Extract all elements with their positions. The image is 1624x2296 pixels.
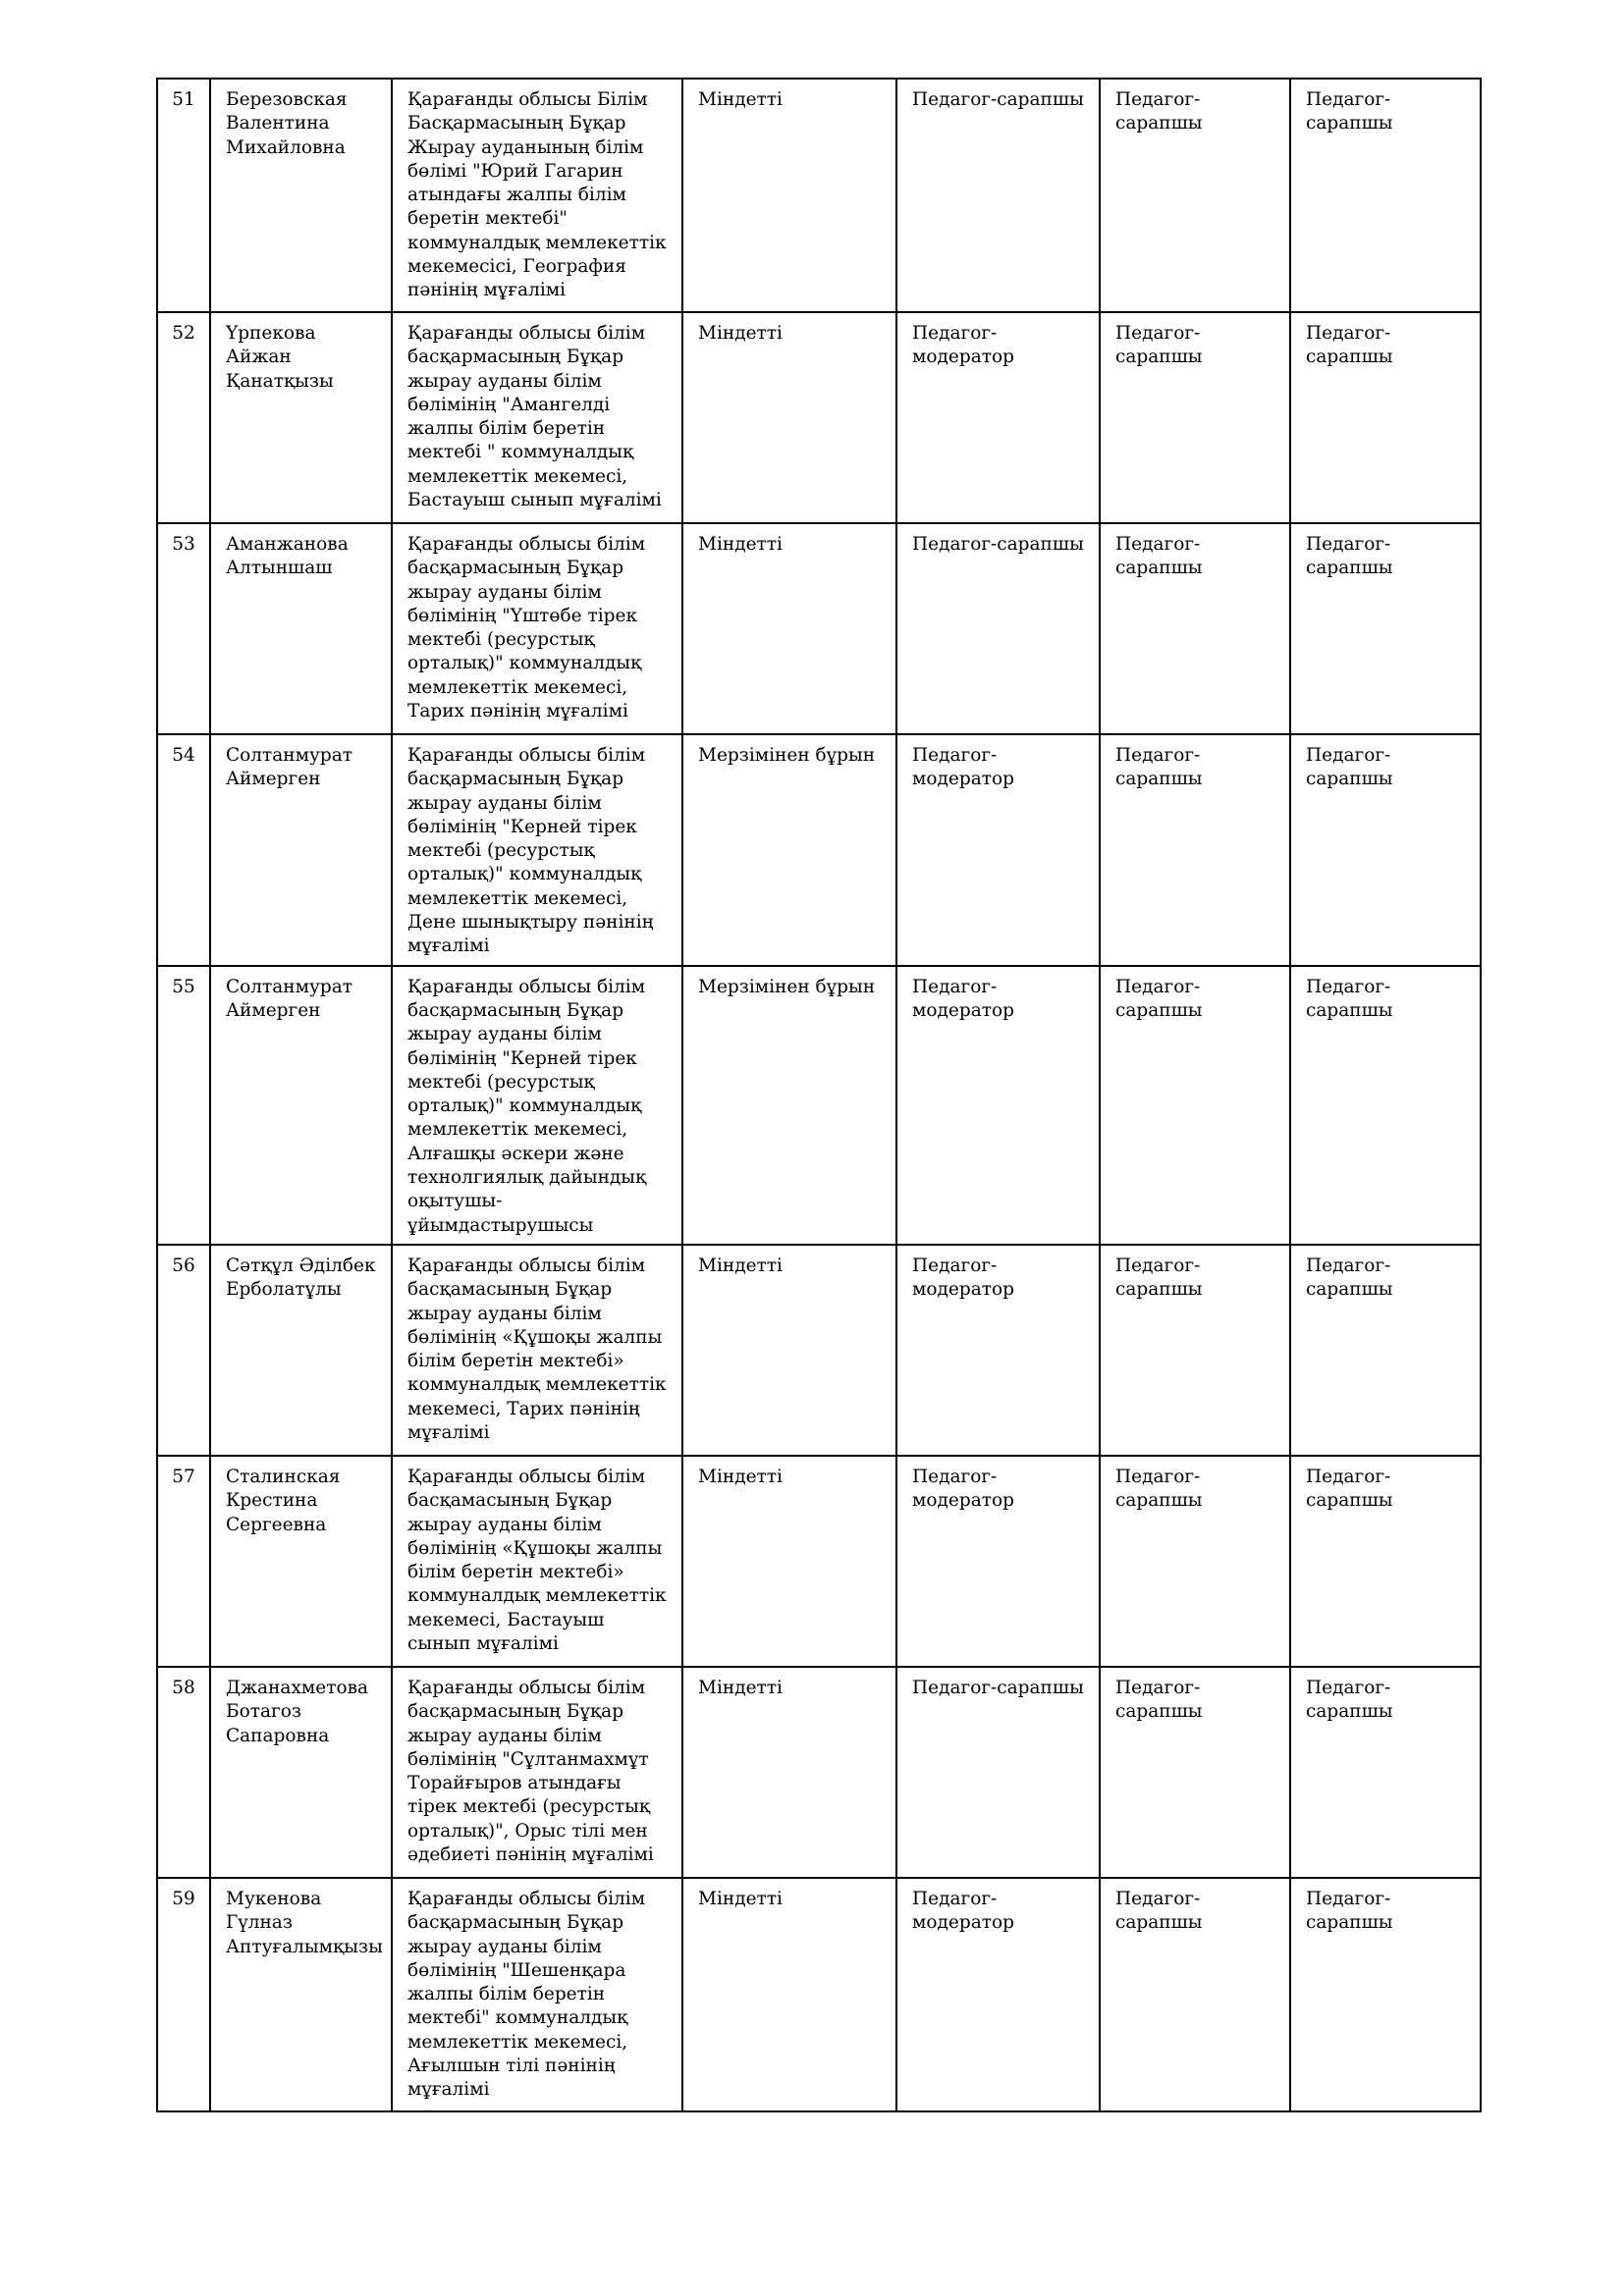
- assigned-category-cell: Педагог-сарапшы: [1290, 523, 1481, 734]
- applied-category-cell: Педагог-сарапшы: [1100, 1245, 1290, 1456]
- teacher-name-cell: Мукенова Гүлназ Аптуғалымқызы: [210, 1878, 392, 2111]
- organization-position-cell: Қарағанды облысы білім басқармасының Бұқар жырау ауданы білім бөлімінің "Амангелді жалпы білім беретін мектебі " коммуналдық мемлекеттік мекемесі, Бастауыш сынып мұғалімі: [392, 312, 682, 523]
- organization-position-cell: Қарағанды облысы білім басқармасының Бұқар жырау ауданы білім бөлімінің "Сұлтанмахмұт Торайғыров атындағы тірек мектебі (ресурстық орталық)", Орыс тілі мен әдебиеті пәнінің мұғалімі: [392, 1667, 682, 1878]
- applied-category-cell: Педагог-сарапшы: [1100, 312, 1290, 523]
- assigned-category-cell: Педагог-сарапшы: [1290, 734, 1481, 966]
- attestation-type-cell: Мерзімінен бұрын: [682, 734, 896, 966]
- attestation-type-cell: Міндетті: [682, 79, 896, 312]
- row-number-cell: 54: [157, 734, 210, 966]
- organization-position-cell: Қарағанды облысы білім басқармасының Бұқар жырау ауданы білім бөлімінің "Керней тірек мектебі (ресурстық орталық)" коммуналдық мемлекеттік мекемесі, Алғашқы әскери және технолгиялық дайындық оқытушы-ұйымдастырушысы: [392, 966, 682, 1245]
- current-category-cell: Педагог-модератор: [896, 312, 1100, 523]
- organization-position-cell: Қарағанды облысы білім басқармасының Бұқар жырау ауданы білім бөлімінің "Керней тірек мектебі (ресурстық орталық)" коммуналдық мемлекеттік мекемесі, Дене шынықтыру пәнінің мұғалімі: [392, 734, 682, 966]
- teacher-name-cell: Солтанмурат Аймерген: [210, 966, 392, 1245]
- attestation-type-cell: Міндетті: [682, 312, 896, 523]
- teacher-name-cell: Сәтқұл Әділбек Ерболатұлы: [210, 1245, 392, 1456]
- teacher-name-cell: Березовская Валентина Михайловна: [210, 79, 392, 312]
- current-category-cell: Педагог-сарапшы: [896, 79, 1100, 312]
- organization-position-cell: Қарағанды облысы білім басқармасының Бұқар жырау ауданы білім бөлімінің "Шешенқара жалпы білім беретін мектебі" коммуналдық мемлекеттік мекемесі, Ағылшын тілі пәнінің мұғалімі: [392, 1878, 682, 2111]
- teacher-name-cell: Джанахметова Ботагоз Сапаровна: [210, 1667, 392, 1878]
- table-row: [157, 79, 1481, 312]
- organization-position-cell: Қарағанды облысы білім басқармасының Бұқар жырау ауданы білім бөлімінің "Үштөбе тірек мектебі (ресурстық орталық)" коммуналдық мемлекеттік мекемесі, Тарих пәнінің мұғалімі: [392, 523, 682, 734]
- attestation-type-cell: Міндетті: [682, 523, 896, 734]
- attestation-table: [156, 78, 1482, 2112]
- table-row: [157, 1878, 1481, 2111]
- assigned-category-cell: Педагог-сарапшы: [1290, 1456, 1481, 1667]
- applied-category-cell: Педагог-сарапшы: [1100, 79, 1290, 312]
- applied-category-cell: Педагог-сарапшы: [1100, 1456, 1290, 1667]
- table-row: [157, 1245, 1481, 1456]
- current-category-cell: Педагог-модератор: [896, 734, 1100, 966]
- assigned-category-cell: Педагог-сарапшы: [1290, 312, 1481, 523]
- organization-position-cell: Қарағанды облысы білім басқамасының Бұқар жырау ауданы білім бөлімінің «Құшоқы жалпы білім беретін мектебі» коммуналдық мемлекеттік мекемесі, Бастауыш сынып мұғалімі: [392, 1456, 682, 1667]
- current-category-cell: Педагог-сарапшы: [896, 523, 1100, 734]
- applied-category-cell: Педагог-сарапшы: [1100, 734, 1290, 966]
- assigned-category-cell: Педагог-сарапшы: [1290, 1878, 1481, 2111]
- table-row: [157, 312, 1481, 523]
- current-category-cell: Педагог-модератор: [896, 1456, 1100, 1667]
- applied-category-cell: Педагог-сарапшы: [1100, 523, 1290, 734]
- current-category-cell: Педагог-модератор: [896, 1878, 1100, 2111]
- row-number-cell: 53: [157, 523, 210, 734]
- assigned-category-cell: Педагог-сарапшы: [1290, 966, 1481, 1245]
- organization-position-cell: Қарағанды облысы Білім Басқармасының Бұқар Жырау ауданының білім бөлімі "Юрий Гагарин атындағы жалпы білім беретін мектебі" коммуналдық мемлекеттік мекемесісі, География пәнінің мұғалімі: [392, 79, 682, 312]
- assigned-category-cell: Педагог-сарапшы: [1290, 79, 1481, 312]
- teacher-name-cell: Үрпекова Айжан Қанатқызы: [210, 312, 392, 523]
- table-row: [157, 734, 1481, 966]
- assigned-category-cell: Педагог-сарапшы: [1290, 1667, 1481, 1878]
- teacher-name-cell: Аманжанова Алтыншаш: [210, 523, 392, 734]
- attestation-type-cell: Міндетті: [682, 1878, 896, 2111]
- row-number-cell: 51: [157, 79, 210, 312]
- applied-category-cell: Педагог-сарапшы: [1100, 1667, 1290, 1878]
- current-category-cell: Педагог-модератор: [896, 966, 1100, 1245]
- applied-category-cell: Педагог-сарапшы: [1100, 966, 1290, 1245]
- table-row: [157, 1667, 1481, 1878]
- table-row: [157, 1456, 1481, 1667]
- teacher-name-cell: Сталинская Крестина Сергеевна: [210, 1456, 392, 1667]
- table-row: [157, 966, 1481, 1245]
- current-category-cell: Педагог-сарапшы: [896, 1667, 1100, 1878]
- applied-category-cell: Педагог-сарапшы: [1100, 1878, 1290, 2111]
- teacher-name-cell: Солтанмурат Аймерген: [210, 734, 392, 966]
- organization-position-cell: Қарағанды облысы білім басқамасының Бұқар жырау ауданы білім бөлімінің «Құшоқы жалпы білім беретін мектебі» коммуналдық мемлекеттік мекемесі, Тарих пәнінің мұғалімі: [392, 1245, 682, 1456]
- table-row: [157, 523, 1481, 734]
- assigned-category-cell: Педагог-сарапшы: [1290, 1245, 1481, 1456]
- row-number-cell: 55: [157, 966, 210, 1245]
- current-category-cell: Педагог-модератор: [896, 1245, 1100, 1456]
- row-number-cell: 59: [157, 1878, 210, 2111]
- attestation-type-cell: Міндетті: [682, 1667, 896, 1878]
- attestation-type-cell: Міндетті: [682, 1245, 896, 1456]
- row-number-cell: 52: [157, 312, 210, 523]
- row-number-cell: 58: [157, 1667, 210, 1878]
- attestation-type-cell: Мерзімінен бұрын: [682, 966, 896, 1245]
- row-number-cell: 57: [157, 1456, 210, 1667]
- attestation-type-cell: Міндетті: [682, 1456, 896, 1667]
- row-number-cell: 56: [157, 1245, 210, 1456]
